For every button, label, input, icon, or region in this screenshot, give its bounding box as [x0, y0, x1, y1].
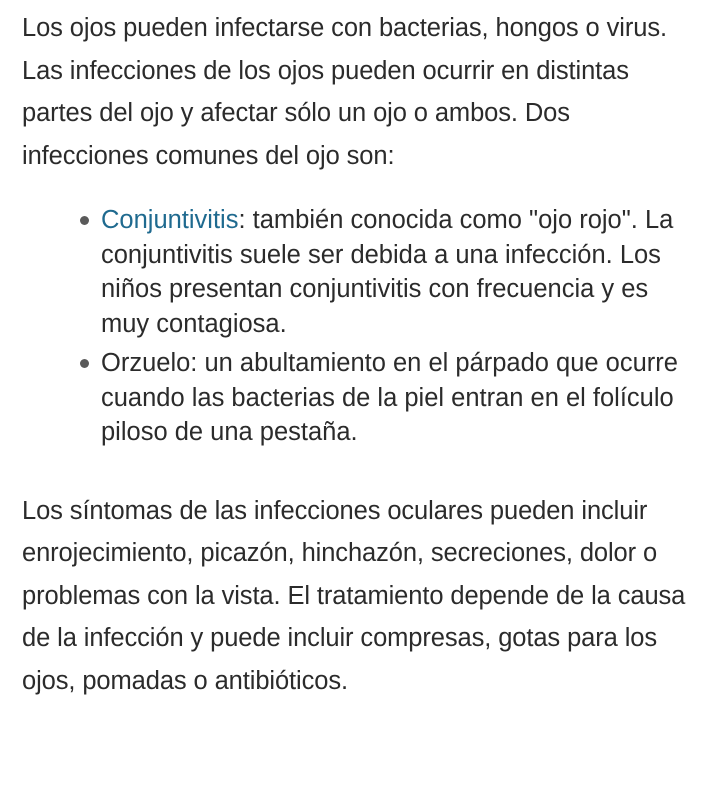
orzuelo-description: Orzuelo: un abultamiento en el párpado que ocurre cuando las bacterias de la piel entran en el folículo piloso de una pestaña. — [101, 349, 678, 446]
conjuntivitis-description: : también conocida como "ojo rojo". La conjuntivitis suele ser debida a una infección. Los niños presentan conjuntivitis con frecuencia y es muy contagiosa. — [101, 206, 674, 338]
symptoms-paragraph: Los síntomas de las infecciones oculares pueden incluir enrojecimiento, picazón, hinchazón, secreciones, dolor o problemas con la vista. El tratamiento depende de la causa de la infección y puede incluir compresas, gotas para los ojos, pomadas o antibióticos. — [22, 496, 686, 695]
conjuntivitis-link[interactable]: Conjuntivitis — [101, 206, 239, 234]
infection-list — [22, 203, 698, 450]
intro-paragraph: Los ojos pueden infectarse con bacterias, hongos o virus. Las infecciones de los ojos pueden ocurrir en distintas partes del ojo y afectar sólo un ojo o ambos. Dos infecciones comunes del ojo son: — [22, 14, 667, 170]
list-item-conjuntivitis — [80, 203, 698, 341]
list-item-orzuelo — [80, 346, 698, 450]
